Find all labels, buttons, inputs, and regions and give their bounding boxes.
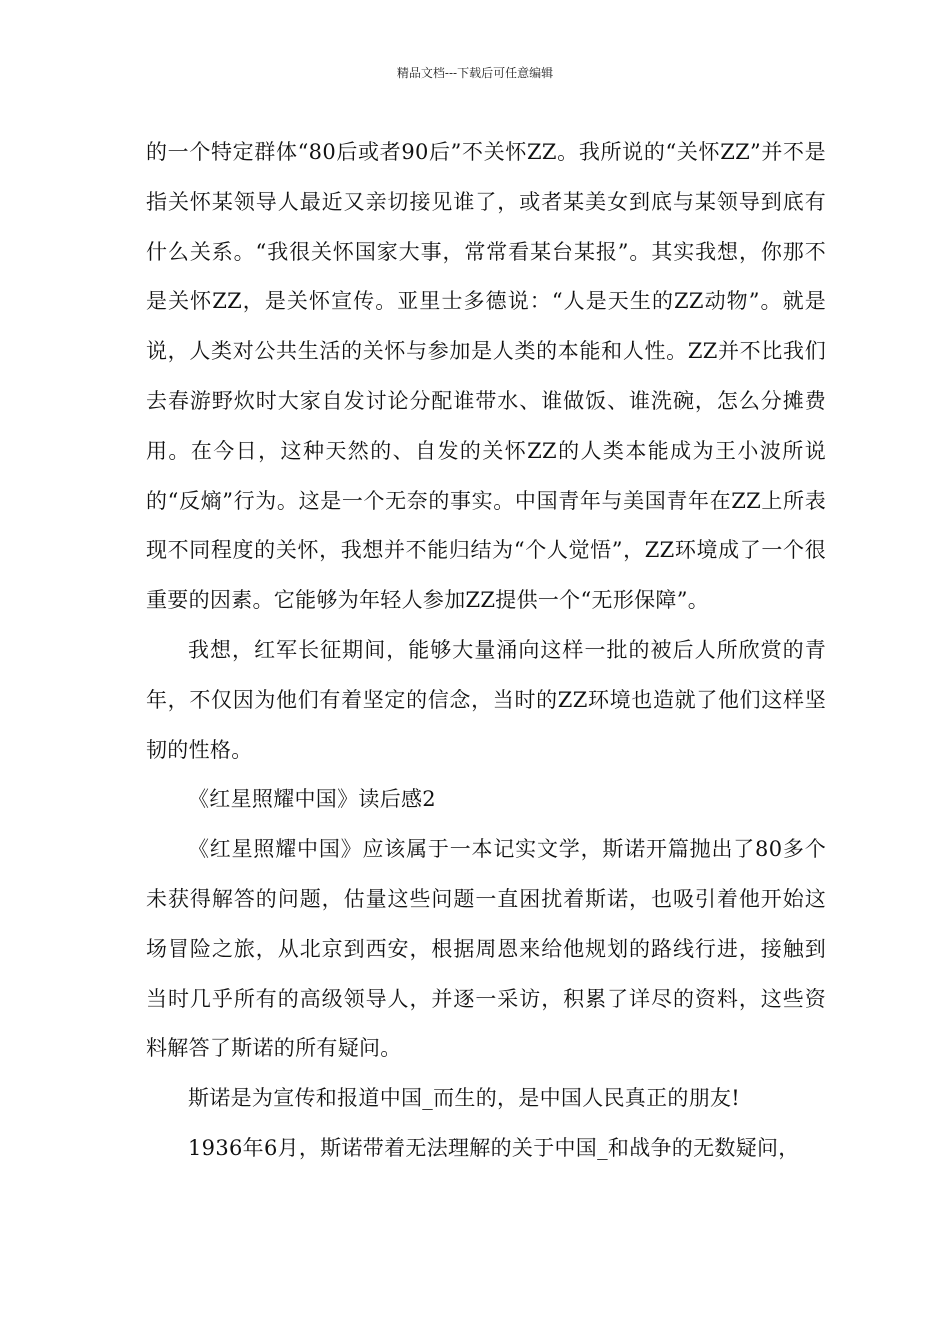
document-body (146, 128, 826, 1174)
paragraph-snow-friend: 斯诺是为宣传和报道中国_而生的，是中国人民真正的朋友! (188, 1086, 741, 1111)
paragraph-red-army: 我想，红军长征期间，能够大量涌向这样一批的被后人所欣赏的青年，不仅因为他们有着坚定的信念，当时的ZZ环境也造就了他们这样坚韧的性格。 (146, 637, 826, 762)
paragraph-1936: 1936年6月，斯诺带着无法理解的关于中国_和战争的无数疑问， (188, 1135, 800, 1160)
section-heading: 《红星照耀中国》读后感2 (188, 787, 436, 812)
page-header: 精品文档---下载后可任意编辑 (396, 66, 554, 80)
paragraph-book-intro: 《红星照耀中国》应该属于一本记实文学，斯诺开篇抛出了80多个未获得解答的问题，估量这些问题一直困扰着斯诺，也吸引着他开始这场冒险之旅，从北京到西安，根据周恩来给他规划的路线行进，接触到当时几乎所有的高级领导人，并逐一采访，积累了详尽的资料，这些资料解答了斯诺的所有疑问。 (146, 837, 826, 1061)
paragraph-continuation: 的一个特定群体“80后或者90后”不关怀ZZ。我所说的“关怀ZZ”并不是指关怀某领导人最近又亲切接见谁了，或者某美女到底与某领导到底有什么关系。“我很关怀国家大事，常常看某台某报”。其实我想，你那不是关怀ZZ，是关怀宣传。亚里士多德说：“人是天生的ZZ动物”。就是说，人类对公共生活的关怀与参加是人类的本能和人性。ZZ并不比我们去春游野炊时大家自发讨论分配谁带水、谁做饭、谁洗碗，怎么分摊费用。在今日，这种天然的、自发的关怀ZZ的人类本能成为王小波所说的“反熵”行为。这是一个无奈的事实。中国青年与美国青年在ZZ上所表现不同程度的关怀，我想并不能归结为“个人觉悟”，ZZ环境成了一个很重要的因素。它能够为年轻人参加ZZ提供一个“无形保障”。 (146, 140, 826, 613)
